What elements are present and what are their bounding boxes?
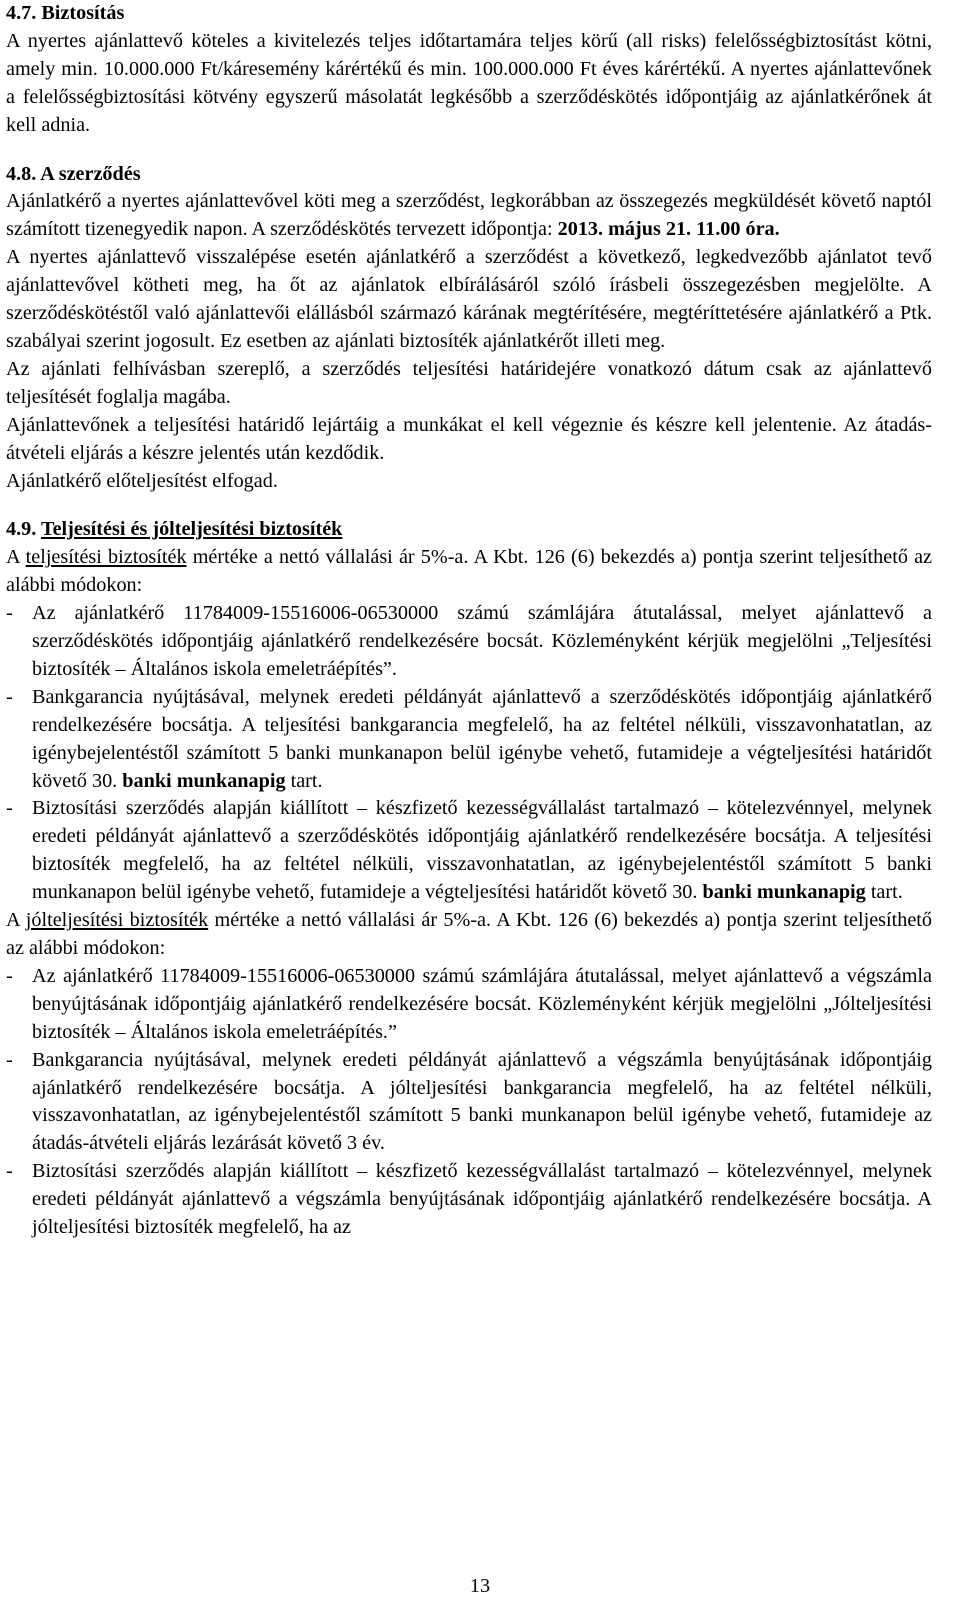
list-item-bold: banki munkanapig bbox=[122, 769, 286, 792]
list-item bbox=[6, 795, 932, 907]
list-item-text: Biztosítási szerződés alapján kiállított – készfizető kezességvállalást tartalmazó – kötelezvénnyel, melynek eredeti példányát ajánlattevő a szerződéskötés időpontjáig ajánlatkérő rendelkezésére bocsátja. A teljesítési biztosíték megfelelő, ha az feltétel nélküli, visszavonhatatlan, az igénybejelentéstől számított 5 banki munkanapon belül igénybe vehető, futamideje a végteljesítési határidőt követő 30. bbox=[32, 797, 932, 904]
list-item bbox=[6, 600, 932, 684]
list-item-text: Az ajánlatkérő 11784009-15516006-06530000 számú számlájára átutalással, melyet ajánlattevő a végszámla benyújtásának időpontjáig ajánlatkérő rendelkezésére bocsát. Közleményként kérjük megjelölni „Jólteljesítési biztosíték – Általános iskola emeletráépítés.” bbox=[32, 964, 932, 1043]
deadline-paragraph: Az ajánlati felhívásban szereplő, a szerződés teljesítési határidejére vonatkozó dátum csak az ajánlattevő teljesítését foglalja magába. bbox=[6, 357, 932, 408]
performance-guarantee-intro bbox=[6, 544, 932, 600]
section-4-9-heading bbox=[6, 516, 932, 544]
list-item bbox=[6, 684, 932, 796]
intro-text: mértéke a nettó vállalási ár 5%-a. A Kbt. 126 (6) bekezdés a) pontja szerint teljesíthető az alábbi módokon: bbox=[6, 909, 932, 959]
list-item bbox=[6, 1158, 932, 1242]
list-item-tail: tart. bbox=[865, 881, 903, 904]
section-4-7-heading bbox=[6, 0, 932, 28]
list-dash: - bbox=[6, 797, 13, 820]
section-title: Biztosítás bbox=[41, 2, 125, 24]
list-item bbox=[6, 1047, 932, 1159]
list-item-text: Az ajánlatkérő 11784009-15516006-06530000 számú számlájára átutalással, melyet ajánlattevő a szerződéskötés időpontjáig ajánlatkérő rendelkezésére bocsát. Közleményként kérjük megjelölni „Teljesítési biztosíték – Általános iskola emeletráépítés”. bbox=[32, 602, 932, 680]
intro-text: mértéke a nettó vállalási ár 5%-a. A Kbt. 126 (6) bekezdés a) pontja szerint teljesíthető az alábbi módokon: bbox=[6, 546, 932, 597]
list-dash: - bbox=[6, 964, 13, 987]
section-number: 4.8. bbox=[6, 162, 37, 185]
section-number: 4.9. bbox=[6, 518, 37, 541]
contract-date-paragraph bbox=[6, 188, 932, 244]
withdrawal-paragraph: A nyertes ajánlattevő visszalépése esetén ajánlatkérő a szerződést a következő, legkedvezőbb ajánlatot tevő ajánlattevővel kötheti meg, ha őt az ajánlatok elbírálásáról szóló írásbeli összegezésben megjelölte. A szerződéskötéstől való ajánlattevői elállásból származó kárának megtérítésére, megtéríttetésére ajánlatkérő a Ptk. szabályai szerint jogosult. Ez esetben az ajánlati biztosíték ajánlatkérőt illeti meg. bbox=[6, 246, 932, 352]
list-item-text: Bankgarancia nyújtásával, melynek eredeti példányát ajánlattevő a szerződéskötés időpontjáig ajánlatkérő rendelkezésére bocsátja. A teljesítési bankgarancia megfelelő, ha az feltétel nélküli, visszavonhatatlan, az igénybejelentéstől számított 5 banki munkanapon belül igénybe vehető, futamideje a végteljesítési határidőt követő 30. bbox=[32, 685, 932, 792]
insurance-paragraph: A nyertes ajánlattevő köteles a kivitelezés teljes időtartamára teljes körű (all risks) felelősségbiztosítást kötni, amely min. 10.000.000 Ft/káresemény kárértékű és min. 100.000.000 Ft éves kárértékű. A nyertes ajánlattevőnek a felelősségbiztosítási kötvény egyszerű másolatát legkésőbb a szerződéskötés időpontjáig az ajánlatkérőnek át kell adnia. bbox=[6, 29, 932, 136]
section-number: 4.7. bbox=[6, 2, 37, 24]
document-page bbox=[6, 0, 932, 1242]
completion-paragraph: Ajánlattevőnek a teljesítési határidő lejártáig a munkákat el kell végeznie és készre kell jelentenie. Az átadás-átvételi eljárás a készre jelentés után kezdődik. bbox=[6, 413, 932, 464]
section-title: A szerződés bbox=[40, 162, 141, 185]
intro-text: A bbox=[6, 909, 26, 932]
contract-date-value: 2013. május 21. 11.00 óra. bbox=[557, 218, 780, 241]
contract-date-text: Ajánlatkérő a nyertes ajánlattevővel köti meg a szerződést, legkorábban az összegezés megküldését követő naptól számított tizenegyedik napon. A szerződéskötés tervezett időpontja: bbox=[6, 190, 932, 241]
early-performance-paragraph: Ajánlatkérő előteljesítést elfogad. bbox=[6, 469, 278, 492]
section-4-8-heading bbox=[6, 161, 932, 189]
list-dash: - bbox=[6, 602, 13, 625]
list-item-text: Biztosítási szerződés alapján kiállított – készfizető kezességvállalást tartalmazó – kötelezvénnyel, melynek eredeti példányát ajánlattevő a végszámla benyújtásának időpontjáig ajánlatkérő rendelkezésére bocsátja. A jólteljesítési biztosíték megfelelő, ha az bbox=[32, 1160, 932, 1239]
section-title: Teljesítési és jólteljesítési biztosíték bbox=[40, 518, 343, 541]
list-item bbox=[6, 963, 932, 1047]
list-item-bold: banki munkanapig bbox=[702, 881, 866, 904]
list-dash: - bbox=[6, 1048, 13, 1071]
list-dash: - bbox=[6, 685, 13, 708]
list-dash: - bbox=[6, 1160, 13, 1183]
page-number: 13 bbox=[469, 1575, 491, 1597]
performance-guarantee-term: teljesítési biztosíték bbox=[25, 546, 187, 569]
good-performance-guarantee-intro bbox=[6, 907, 932, 963]
intro-text: A bbox=[6, 546, 26, 569]
good-performance-guarantee-term: jólteljesítési biztosíték bbox=[25, 909, 209, 932]
list-item-tail: tart. bbox=[285, 769, 323, 792]
list-item-text: Bankgarancia nyújtásával, melynek eredeti példányát ajánlattevő a végszámla benyújtásának időpontjáig ajánlatkérő rendelkezésére bocsátja. A jólteljesítési bankgarancia megfelelő, ha az feltétel nélküli, visszavonhatatlan, az igénybejelentéstől számított 5 banki munkanapon belül igénybe vehető, futamideje az átadás-átvételi eljárás lezárását követő 3 év. bbox=[32, 1048, 932, 1155]
